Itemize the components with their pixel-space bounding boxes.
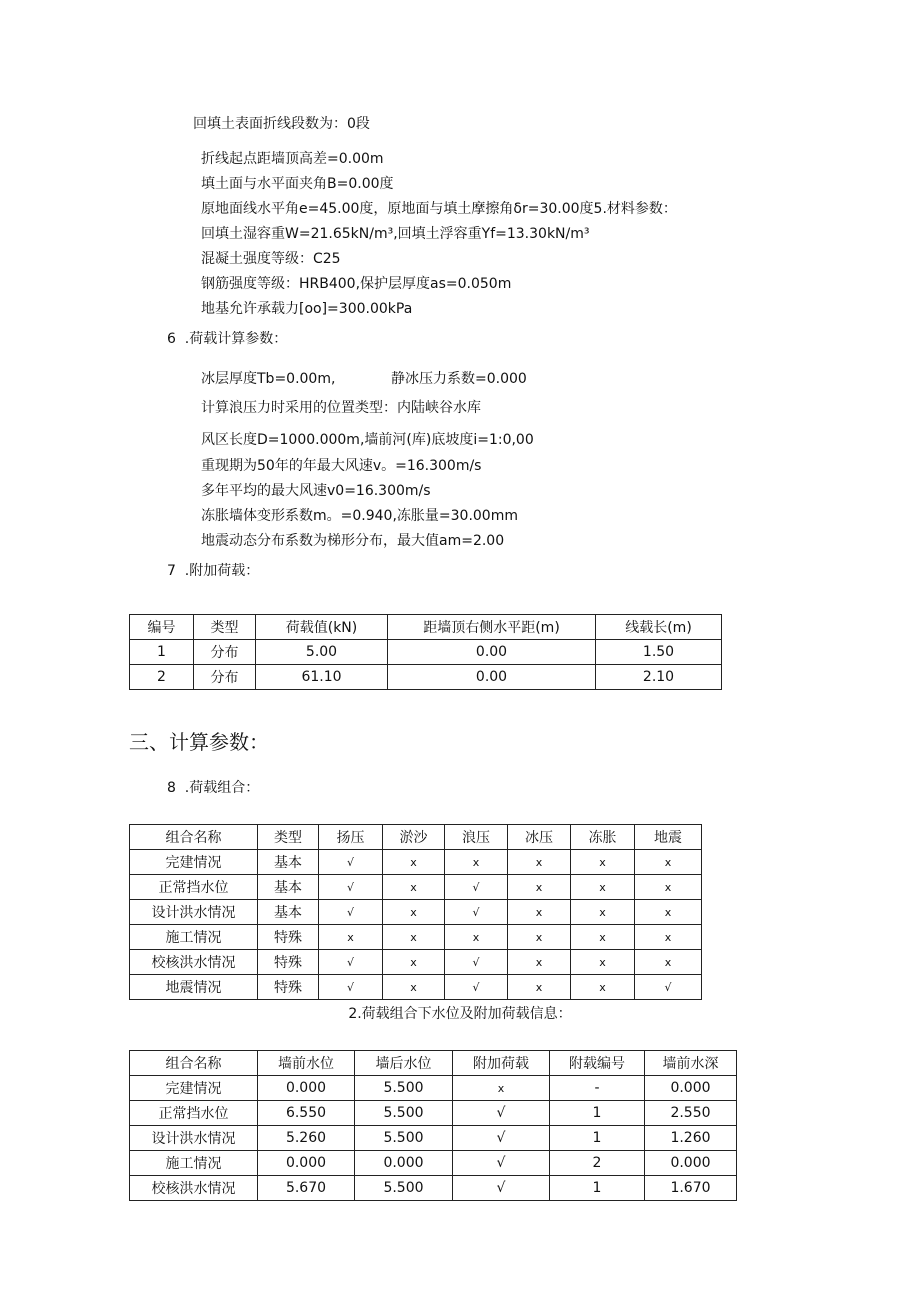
section-7-title: 7 .附加荷载： <box>167 563 260 579</box>
table-cell: x <box>571 850 635 875</box>
table-cell: 设计洪水情况 <box>130 900 258 925</box>
table-cell: x <box>383 975 445 1000</box>
header-cell: 线载长(m) <box>596 615 722 640</box>
section-8-title: 8 .荷载组合： <box>167 780 260 796</box>
table-cell: 施工情况 <box>130 1151 258 1176</box>
table-header-row <box>130 1051 737 1076</box>
table-cell: x <box>383 875 445 900</box>
table-cell: x <box>508 875 571 900</box>
text-fill-segments: 回填土表面折线段数为：0段 <box>193 116 370 132</box>
table-cell: 特殊 <box>258 975 319 1000</box>
table-row <box>130 1151 737 1176</box>
table-cell: 1.260 <box>645 1126 737 1151</box>
table-cell: 基本 <box>258 850 319 875</box>
section-3-heading: 三、计算参数： <box>129 730 269 754</box>
text-max-wind: 重现期为50年的年最大风速v。=16.300m/s <box>201 458 482 474</box>
table-cell: x <box>635 850 702 875</box>
table-cell: √ <box>319 975 383 1000</box>
table-row <box>130 950 702 975</box>
table-row <box>130 640 722 665</box>
table-cell: 5.670 <box>258 1176 355 1201</box>
text-seismic-dist: 地震动态分布系数为梯形分布，最大值am=2.00 <box>201 533 505 549</box>
header-cell: 附载编号 <box>550 1051 645 1076</box>
table-cell: 0.000 <box>355 1151 453 1176</box>
text-fill-angle: 填土面与水平面夹角B=0.00度 <box>201 176 394 192</box>
table-cell: 1 <box>550 1126 645 1151</box>
table-cell: 特殊 <box>258 950 319 975</box>
text-wave-location: 计算浪压力时采用的位置类型：内陆峡谷水库 <box>201 400 481 416</box>
table-cell: √ <box>319 900 383 925</box>
table-cell: x <box>635 925 702 950</box>
table-cell: 5.500 <box>355 1176 453 1201</box>
table-cell: 完建情况 <box>130 850 258 875</box>
header-cell: 墙前水位 <box>258 1051 355 1076</box>
table-cell: 61.10 <box>256 665 388 690</box>
table-cell: 校核洪水情况 <box>130 950 258 975</box>
header-cell: 冰压 <box>508 825 571 850</box>
table-row <box>130 975 702 1000</box>
table-cell: 5.500 <box>355 1126 453 1151</box>
header-cell: 墙后水位 <box>355 1051 453 1076</box>
header-cell: 扬压 <box>319 825 383 850</box>
table-cell: √ <box>453 1126 550 1151</box>
header-cell: 附加荷载 <box>453 1051 550 1076</box>
header-cell: 浪压 <box>445 825 508 850</box>
table-cell: 校核洪水情况 <box>130 1176 258 1201</box>
table-row <box>130 665 722 690</box>
table-cell: x <box>383 950 445 975</box>
table-row <box>130 1176 737 1201</box>
table-cell: x <box>508 900 571 925</box>
table-cell: 基本 <box>258 900 319 925</box>
table-cell: √ <box>445 950 508 975</box>
table-cell: 基本 <box>258 875 319 900</box>
table-cell: 5.500 <box>355 1076 453 1101</box>
table-cell: 特殊 <box>258 925 319 950</box>
header-cell: 组合名称 <box>130 1051 258 1076</box>
table-cell: x <box>383 925 445 950</box>
table-cell: 5.260 <box>258 1126 355 1151</box>
header-cell: 荷载值(kN) <box>256 615 388 640</box>
table-cell: √ <box>453 1101 550 1126</box>
table-cell: 0.000 <box>645 1151 737 1176</box>
table-cell: 分布 <box>194 640 256 665</box>
table-cell: 完建情况 <box>130 1076 258 1101</box>
table-additional-loads <box>129 614 722 690</box>
table-cell: x <box>319 925 383 950</box>
table-cell: 6.550 <box>258 1101 355 1126</box>
table-cell: 0.00 <box>388 640 596 665</box>
table-cell: x <box>571 975 635 1000</box>
header-cell: 冻胀 <box>571 825 635 850</box>
table-cell: 0.000 <box>258 1151 355 1176</box>
table-cell: √ <box>445 975 508 1000</box>
table-cell: - <box>550 1076 645 1101</box>
table-cell: x <box>383 900 445 925</box>
text-ice-thickness: 冰层厚度Tb=0.00m, <box>201 371 336 387</box>
table-cell: 2.550 <box>645 1101 737 1126</box>
table-cell: √ <box>453 1176 550 1201</box>
table-row <box>130 1101 737 1126</box>
table-cell: 2.10 <box>596 665 722 690</box>
table-cell: x <box>508 850 571 875</box>
table-cell: x <box>445 925 508 950</box>
header-cell: 类型 <box>258 825 319 850</box>
table-water-levels <box>129 1050 737 1201</box>
table-cell: 5.00 <box>256 640 388 665</box>
table-row <box>130 1076 737 1101</box>
table-cell: 施工情况 <box>130 925 258 950</box>
table-row <box>130 875 702 900</box>
table-header-row <box>130 825 702 850</box>
table-cell: √ <box>319 875 383 900</box>
table-cell: √ <box>445 875 508 900</box>
header-cell: 墙前水深 <box>645 1051 737 1076</box>
text-frost: 冻胀墙体变形系数m。=0.940,冻胀量=30.00mm <box>201 508 518 524</box>
text-wind-fetch: 风区长度D=1000.000m,墙前河(库)底坡度i=1:0,00 <box>201 432 534 448</box>
table-cell: x <box>445 850 508 875</box>
text-ground-angle: 原地面线水平角e=45.00度，原地面与填土摩擦角δr=30.00度5.材料参数： <box>201 201 677 217</box>
table-row <box>130 850 702 875</box>
text-bearing-capacity: 地基允许承载力[oo]=300.00kPa <box>201 301 413 317</box>
table-cell: √ <box>319 850 383 875</box>
text-ice-pressure-coef: 静冰压力系数=0.000 <box>391 371 527 387</box>
text-avg-wind: 多年平均的最大风速v0=16.300m/s <box>201 483 431 499</box>
table-cell: x <box>508 950 571 975</box>
table-cell: 1 <box>550 1101 645 1126</box>
table-cell: x <box>571 925 635 950</box>
caption-water-levels: 2.荷载组合下水位及附加荷载信息： <box>348 1006 572 1022</box>
table-cell: 分布 <box>194 665 256 690</box>
header-cell: 距墙顶右侧水平距(m) <box>388 615 596 640</box>
table-cell: x <box>453 1076 550 1101</box>
table-cell: x <box>571 950 635 975</box>
table-cell: x <box>571 875 635 900</box>
table-cell: √ <box>453 1151 550 1176</box>
table-row <box>130 1126 737 1151</box>
table-cell: x <box>508 975 571 1000</box>
text-fill-weight: 回填土湿容重W=21.65kN/m³,回填土浮容重Yf=13.30kN/m³ <box>201 226 590 242</box>
table-row <box>130 900 702 925</box>
text-rebar-grade: 钢筋强度等级：HRB400,保护层厚度as=0.050m <box>201 276 512 292</box>
section-6-title: 6 .荷载计算参数： <box>167 331 288 347</box>
table-cell: 设计洪水情况 <box>130 1126 258 1151</box>
table-cell: 0.000 <box>645 1076 737 1101</box>
table-cell: 地震情况 <box>130 975 258 1000</box>
table-cell: 1 <box>130 640 194 665</box>
table-cell: √ <box>445 900 508 925</box>
text-concrete-grade: 混凝土强度等级：C25 <box>201 251 341 267</box>
table-cell: 1.670 <box>645 1176 737 1201</box>
table-cell: 正常挡水位 <box>130 1101 258 1126</box>
table-cell: x <box>508 925 571 950</box>
table-cell: 1 <box>550 1176 645 1201</box>
text-fold-start-height: 折线起点距墙顶高差=0.00m <box>201 151 384 167</box>
table-cell: √ <box>319 950 383 975</box>
table-cell: x <box>383 850 445 875</box>
table-header-row <box>130 615 722 640</box>
table-cell: 1.50 <box>596 640 722 665</box>
table-cell: x <box>635 875 702 900</box>
table-cell: 0.000 <box>258 1076 355 1101</box>
header-cell: 地震 <box>635 825 702 850</box>
header-cell: 淤沙 <box>383 825 445 850</box>
table-cell: 5.500 <box>355 1101 453 1126</box>
header-cell: 组合名称 <box>130 825 258 850</box>
table-cell: √ <box>635 975 702 1000</box>
table-cell: 2 <box>550 1151 645 1176</box>
table-cell: 2 <box>130 665 194 690</box>
table-cell: x <box>571 900 635 925</box>
table-load-combos <box>129 824 702 1000</box>
table-cell: 正常挡水位 <box>130 875 258 900</box>
header-cell: 编号 <box>130 615 194 640</box>
header-cell: 类型 <box>194 615 256 640</box>
table-row <box>130 925 702 950</box>
table-cell: x <box>635 950 702 975</box>
table-cell: x <box>635 900 702 925</box>
table-cell: 0.00 <box>388 665 596 690</box>
